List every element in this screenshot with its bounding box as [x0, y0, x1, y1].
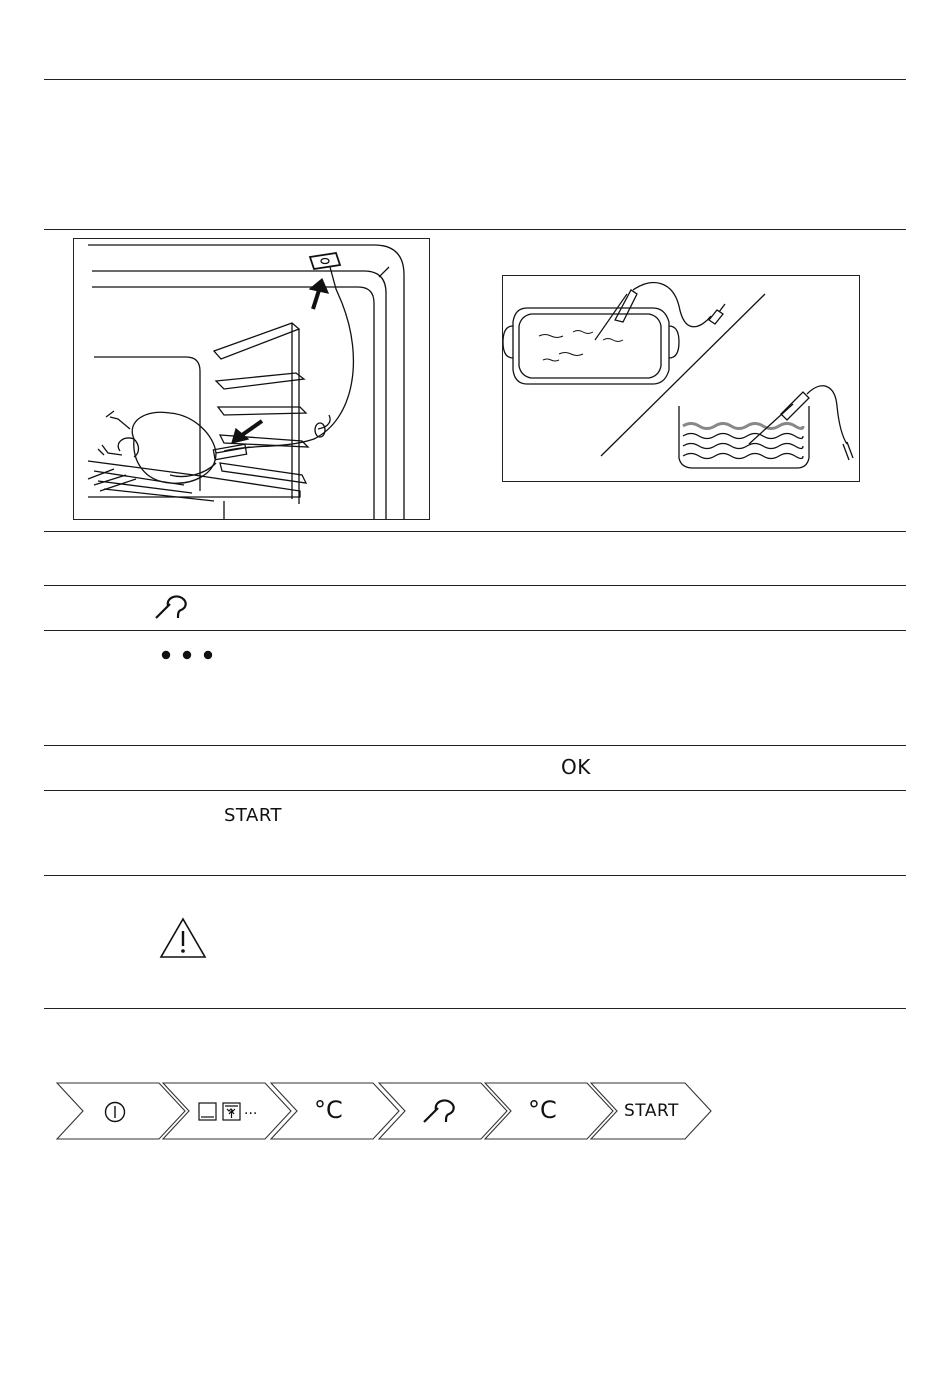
divider [44, 585, 906, 586]
divider [44, 79, 906, 80]
oven-probe-illustration [73, 238, 430, 520]
divider [44, 229, 906, 230]
divider [44, 745, 906, 746]
divider [44, 1008, 906, 1009]
start-label: START [224, 805, 283, 826]
divider [44, 630, 906, 631]
operation-sequence [56, 1082, 716, 1142]
core-probe-icon [422, 1098, 458, 1124]
divider [44, 790, 906, 791]
probe-usage-illustration [502, 275, 860, 482]
temperature-icon: °C [314, 1096, 343, 1124]
ok-label: OK [561, 755, 591, 779]
warning-icon [158, 916, 208, 960]
more-dots-icon [158, 647, 218, 661]
start-text: START [624, 1101, 679, 1121]
oven-functions-icon [198, 1102, 242, 1122]
ellipsis-text: ... [244, 1102, 258, 1118]
temperature-icon: °C [528, 1096, 557, 1124]
core-probe-icon [154, 594, 190, 620]
divider [44, 875, 906, 876]
divider [44, 531, 906, 532]
sequence-step-start [590, 1082, 712, 1140]
power-icon [104, 1101, 126, 1123]
